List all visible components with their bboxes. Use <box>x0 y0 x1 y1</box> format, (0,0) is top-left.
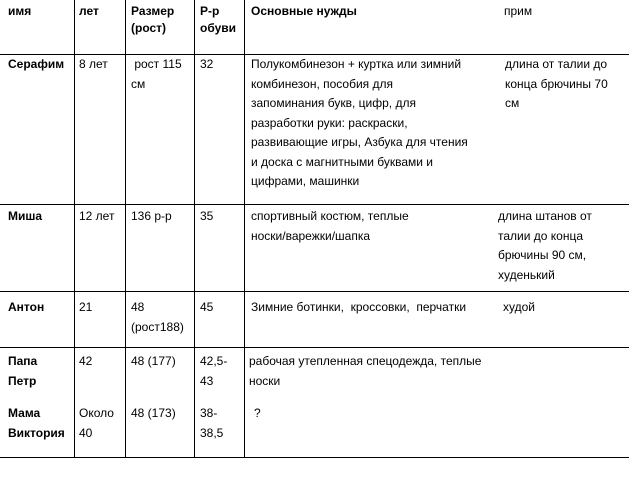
header-age: лет <box>79 4 99 18</box>
row-divider <box>0 347 629 348</box>
row-1-size: рост 115 см <box>131 57 182 91</box>
row-3-name: Антон <box>8 300 45 314</box>
row-5-needs: ? <box>254 406 261 420</box>
header-note: прим <box>504 4 533 18</box>
row-3-needs: Зимние ботинки, кроссовки, перчатки <box>251 300 467 314</box>
row-1-note: длина от талии до конца брючины 70 см <box>505 57 608 110</box>
row-4-age: 42 <box>79 354 93 368</box>
row-4-shoe-size: 42,5- 43 <box>200 354 228 388</box>
row-5-name: Мама Виктория <box>8 406 65 440</box>
row-1-age: 8 лет <box>79 57 108 71</box>
row-3-size: 48 (рост188) <box>131 300 184 334</box>
row-2-shoe-size: 35 <box>200 209 214 223</box>
header-name: имя <box>8 4 32 18</box>
table-bottom-border <box>0 457 629 458</box>
row-2-name: Миша <box>8 209 43 223</box>
column-divider <box>194 0 195 457</box>
row-1-name: Серафим <box>8 57 65 71</box>
header-size: Размер (рост) <box>131 4 175 35</box>
row-divider <box>0 291 629 292</box>
row-5-age: Около 40 <box>79 406 114 440</box>
column-divider <box>74 0 75 457</box>
row-1-shoe-size: 32 <box>200 57 214 71</box>
row-5-size: 48 (173) <box>131 406 176 420</box>
header-needs: Основные нужды <box>251 4 357 18</box>
row-2-note: длина штанов от талии до конца брючины 90 см, худенький <box>498 209 592 282</box>
row-3-shoe-size: 45 <box>200 300 214 314</box>
header-shoe-size: Р-р обуви <box>200 4 237 35</box>
row-divider <box>0 204 629 205</box>
row-4-needs: рабочая утепленная спецодежда, теплые носки <box>249 354 482 388</box>
row-2-needs: спортивный костюм, теплые носки/варежки/шапка <box>251 209 409 243</box>
row-3-note: худой <box>503 300 535 314</box>
column-divider <box>244 0 245 457</box>
row-3-age: 21 <box>79 300 93 314</box>
row-4-name: Папа Петр <box>8 354 38 388</box>
row-5-shoe-size: 38- 38,5 <box>200 406 224 440</box>
row-1-needs: Полукомбинезон + куртка или зимний комбинезон, пособия для запоминания букв, цифр, для разработки руки: раскраски, развивающие игры, Азбука для чтения и доска с магнитными буквами и цифрами, машинки <box>251 57 468 188</box>
row-4-size: 48 (177) <box>131 354 176 368</box>
row-2-age: 12 лет <box>79 209 115 223</box>
column-divider <box>125 0 126 457</box>
row-2-size: 136 р-р <box>131 209 172 223</box>
